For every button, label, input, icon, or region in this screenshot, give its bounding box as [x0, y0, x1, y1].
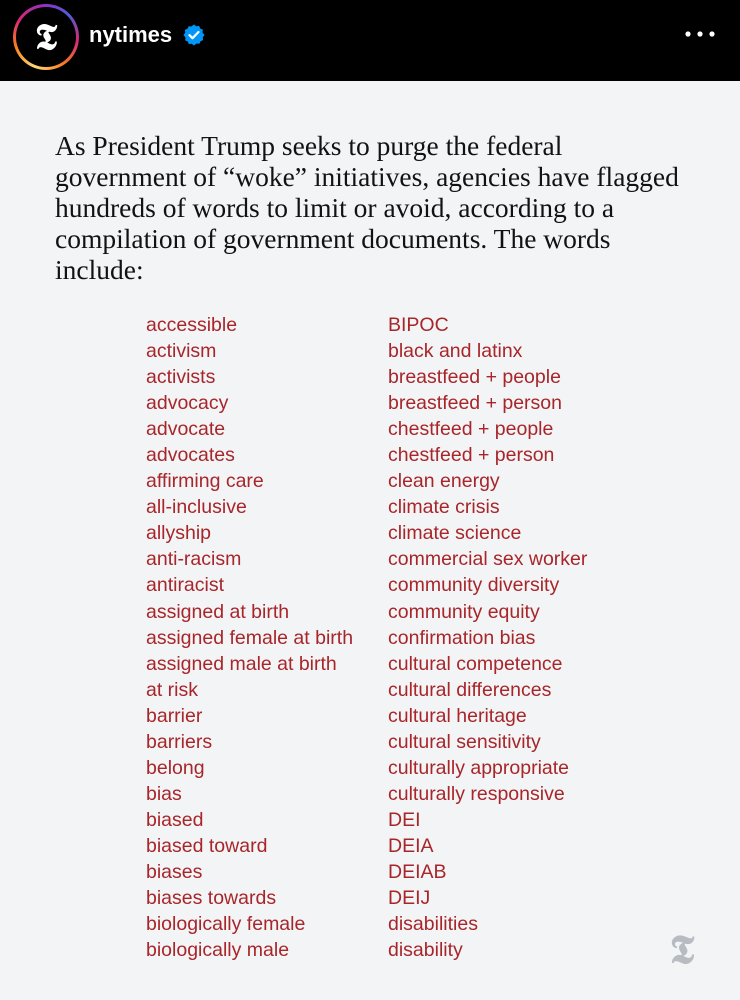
- word-item: advocates: [146, 444, 235, 467]
- word-item: culturally appropriate: [388, 756, 570, 779]
- word-item: black and latinx: [388, 340, 523, 363]
- word-item: activism: [146, 340, 217, 363]
- word-item: climate crisis: [388, 496, 500, 519]
- word-item: chestfeed + person: [388, 444, 555, 467]
- word-item: cultural differences: [388, 678, 552, 701]
- word-item: biases: [146, 860, 203, 883]
- post-lede-text: As President Trump seeks to purge the federal government of “woke” initiatives, agencies have flagged hundreds of words to limit or avoid, according to a compilation of government documents. The words include:: [55, 130, 679, 285]
- word-item: advocacy: [146, 392, 229, 415]
- nyt-logo-icon: 𝕿: [19, 10, 73, 64]
- word-item: BIPOC: [388, 314, 449, 336]
- word-item: accessible: [146, 314, 238, 336]
- word-list-left: [146, 312, 353, 963]
- word-item: breastfeed + person: [388, 392, 562, 415]
- word-item: community diversity: [388, 574, 560, 597]
- word-item: biologically male: [146, 939, 290, 962]
- word-item: culturally responsive: [388, 782, 565, 805]
- word-item: biases towards: [146, 887, 277, 910]
- avatar[interactable]: [16, 7, 76, 67]
- nyt-watermark-icon: 𝕿: [669, 926, 695, 973]
- word-item: assigned at birth: [146, 600, 290, 623]
- story-ring[interactable]: [13, 4, 79, 70]
- word-item: assigned female at birth: [146, 626, 354, 649]
- word-item: antiracist: [146, 574, 225, 597]
- verified-badge-icon: [182, 23, 206, 47]
- word-item: cultural competence: [388, 652, 563, 675]
- word-item: cultural heritage: [388, 704, 527, 727]
- word-item: anti-racism: [146, 548, 242, 571]
- word-item: affirming care: [146, 470, 264, 493]
- account-handle[interactable]: nytimes: [89, 22, 173, 47]
- word-item: at risk: [146, 678, 199, 701]
- word-item: DEIJ: [388, 887, 431, 910]
- post-header: [0, 0, 740, 81]
- word-item: belong: [146, 756, 205, 779]
- more-options-icon[interactable]: [682, 22, 718, 46]
- word-item: biased: [146, 808, 204, 831]
- word-item: assigned male at birth: [146, 652, 337, 675]
- word-item: advocate: [146, 418, 226, 441]
- word-item: DEIA: [388, 834, 434, 857]
- word-item: all-inclusive: [146, 496, 247, 519]
- word-item: cultural sensitivity: [388, 730, 541, 753]
- word-list-right: [388, 312, 587, 963]
- word-item: disability: [388, 939, 463, 962]
- word-item: biased toward: [146, 834, 268, 857]
- word-item: DEI: [388, 808, 421, 831]
- word-item: allyship: [146, 522, 212, 545]
- word-item: clean energy: [388, 470, 500, 493]
- word-item: barrier: [146, 704, 203, 727]
- word-item: DEIAB: [388, 860, 447, 883]
- word-item: barriers: [146, 730, 213, 753]
- word-item: climate science: [388, 522, 522, 545]
- word-item: activists: [146, 366, 216, 389]
- word-item: biologically female: [146, 913, 306, 936]
- word-item: community equity: [388, 600, 540, 623]
- word-item: confirmation bias: [388, 626, 536, 649]
- word-item: breastfeed + people: [388, 366, 561, 389]
- word-item: bias: [146, 782, 182, 805]
- word-item: chestfeed + people: [388, 418, 554, 441]
- word-item: commercial sex worker: [388, 548, 588, 571]
- word-item: disabilities: [388, 913, 478, 936]
